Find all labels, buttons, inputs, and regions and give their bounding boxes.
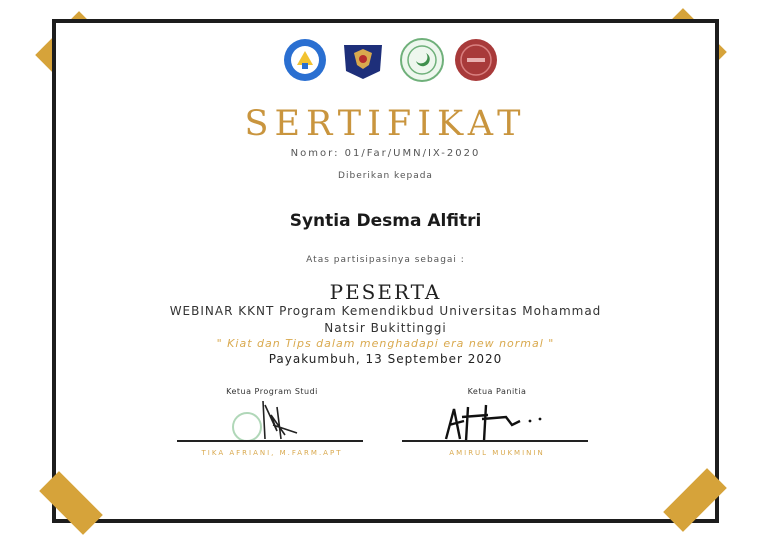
tut-wuri-handayani-logo [282, 37, 328, 83]
recipient-name: Syntia Desma Alfitri [289, 211, 482, 231]
logo-row [282, 37, 502, 87]
event-title-line-2: Natsir Bukittinggi [324, 321, 447, 335]
certificate-title: SERTIFIKAT [244, 104, 527, 144]
signature-line-right [402, 440, 588, 442]
university-green-seal-logo [399, 37, 445, 83]
certificate-frame [52, 19, 719, 523]
event-title-line-1: WEBINAR KKNT Program Kemendikbud Universitas Mohammad [169, 304, 602, 318]
given-to-label: Diberikan kepada [338, 171, 433, 181]
place-date: Payakumbuh, 13 September 2020 [268, 352, 503, 366]
garuda-emblem-logo [340, 37, 386, 83]
signatory-name-left: TIKA AFRIANI, M.FARM.APT [201, 449, 343, 457]
event-theme: " Kiat dan Tips dalam menghadapi era new normal " [216, 337, 555, 350]
participation-label: Atas partisipasinya sebagai : [306, 255, 465, 265]
signatory-role-right: Ketua Panitia [467, 387, 527, 396]
red-round-logo [453, 37, 499, 83]
signature-left [177, 395, 367, 443]
signatory-role-left: Ketua Program Studi [226, 387, 318, 396]
signature-right [402, 395, 592, 443]
signatory-name-right: AMIRUL MUKMININ [449, 449, 545, 457]
signature-block-right [402, 387, 592, 457]
signature-block-left [177, 387, 367, 457]
certificate-number: Nomor: 01/Far/UMN/IX-2020 [290, 148, 481, 159]
signature-line-left [177, 440, 363, 442]
participant-role: PESERTA [329, 280, 442, 304]
